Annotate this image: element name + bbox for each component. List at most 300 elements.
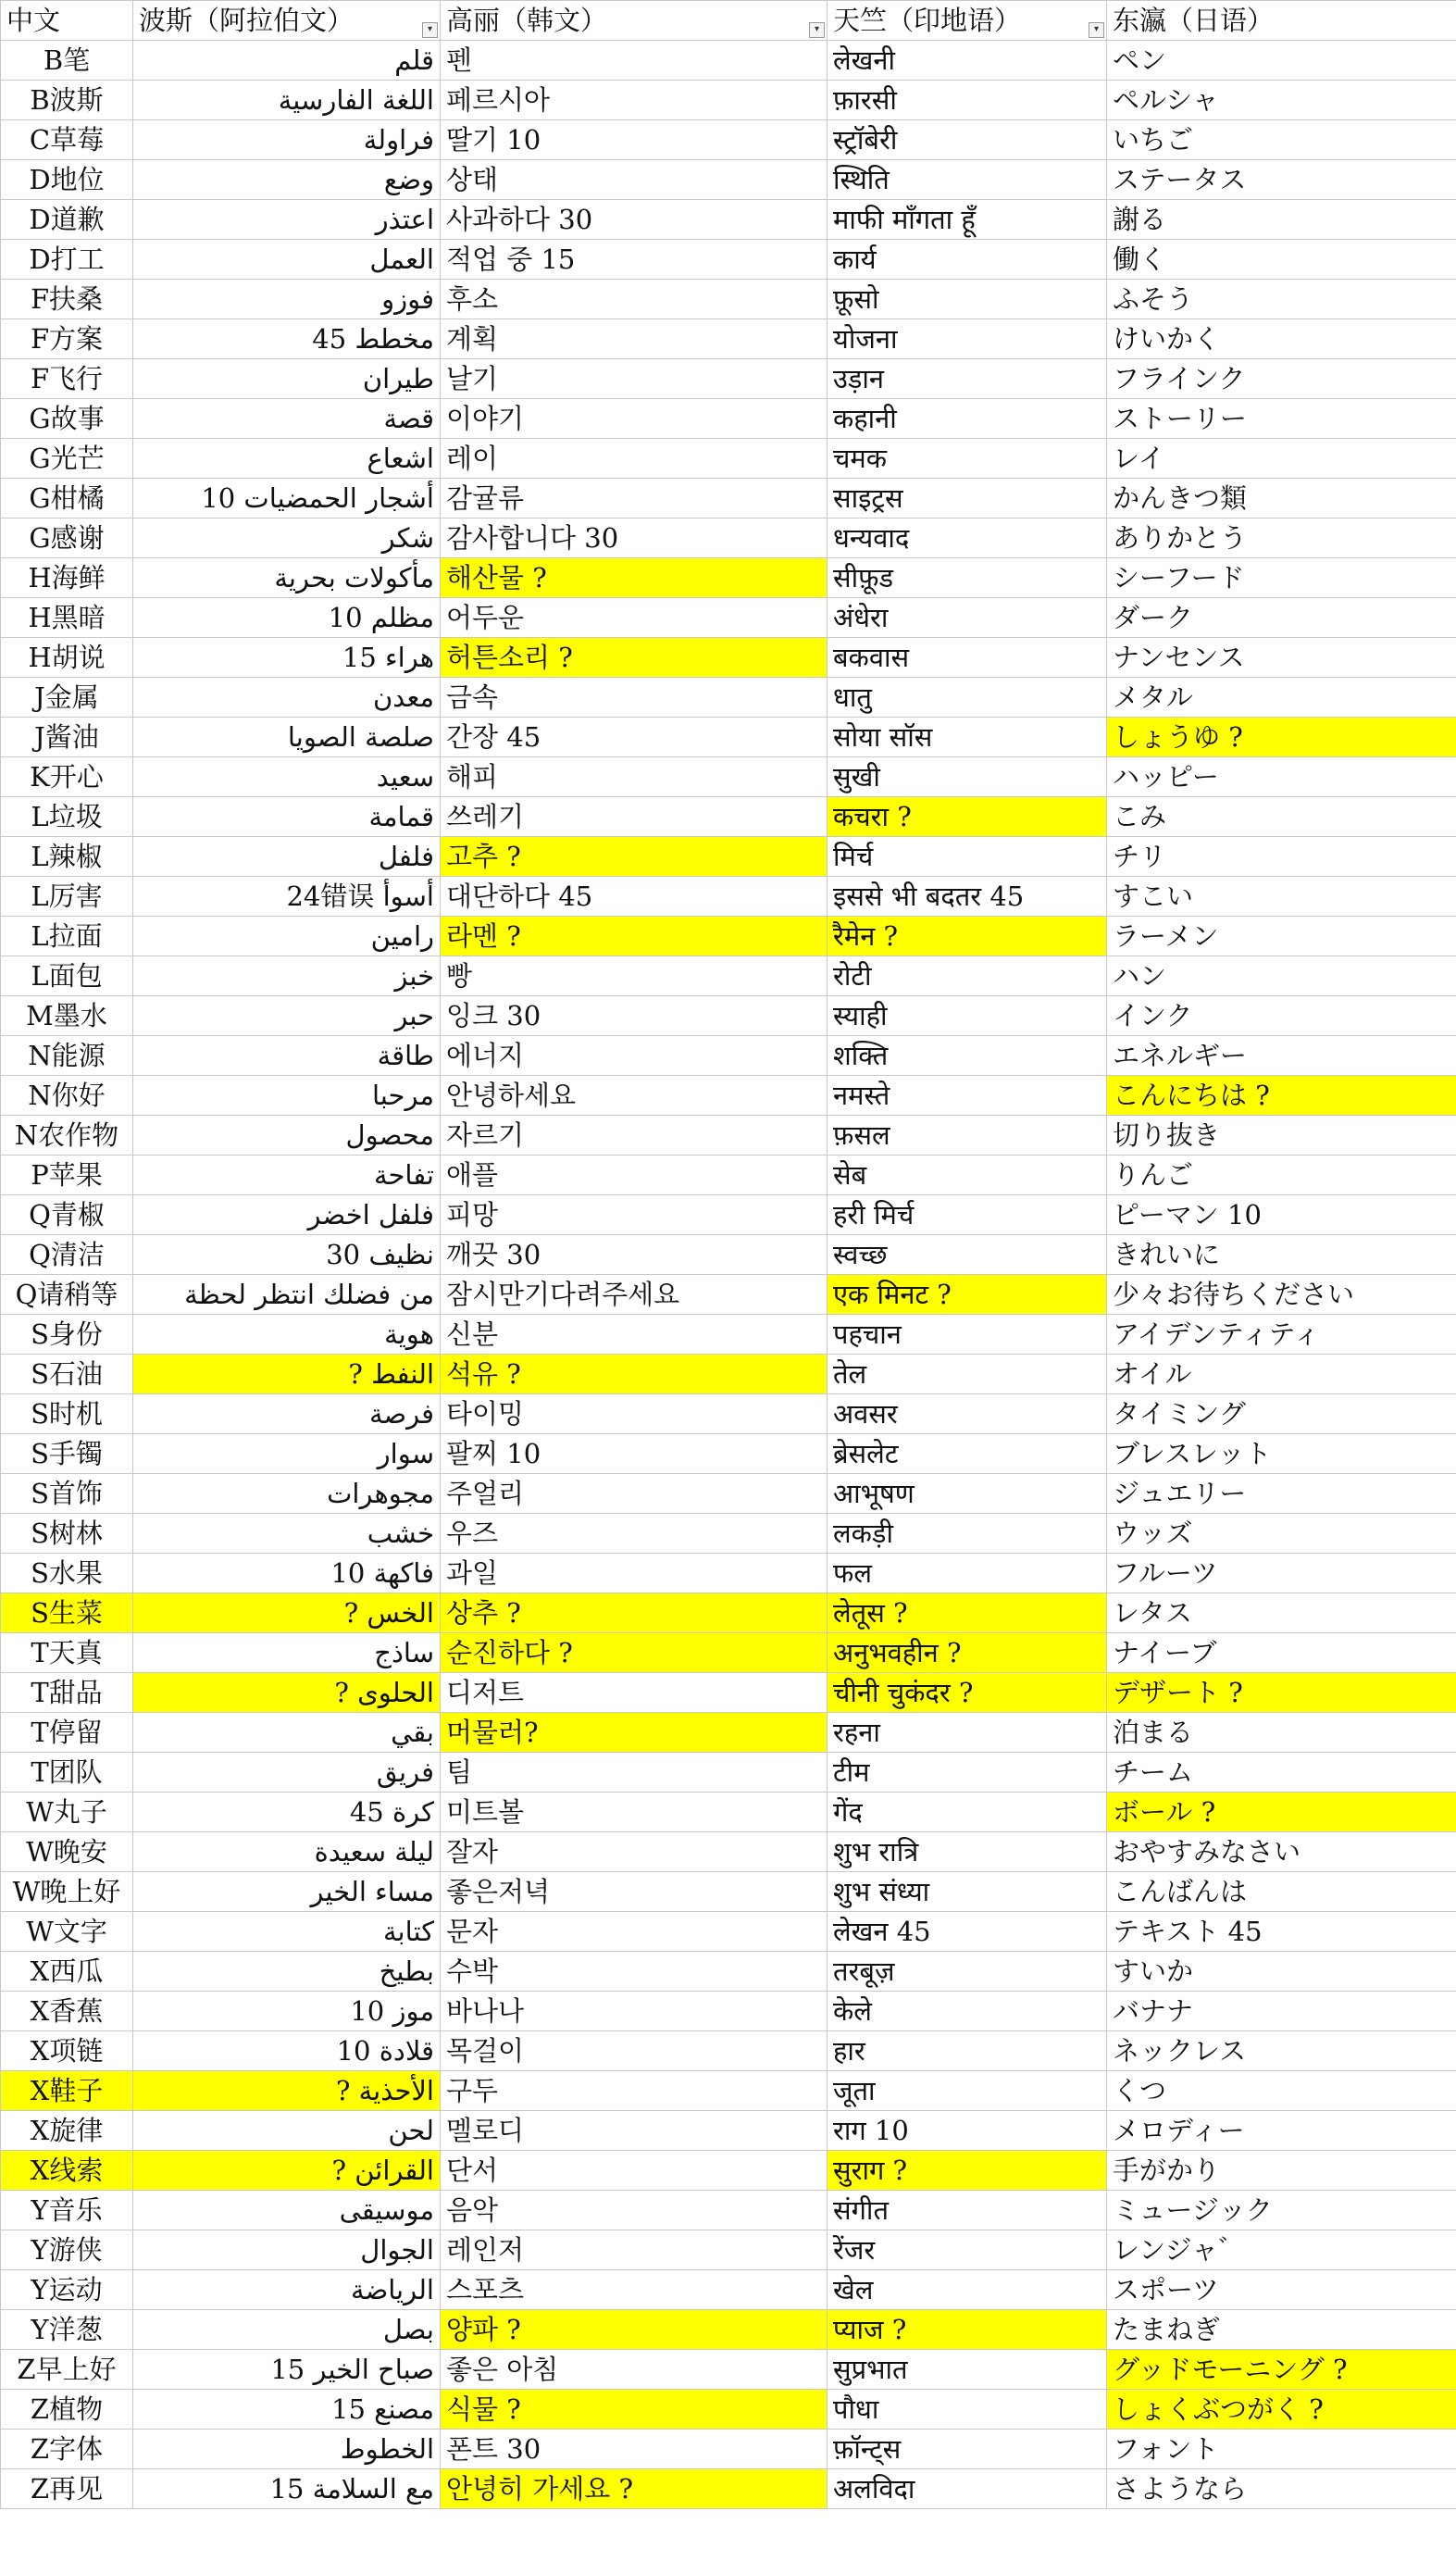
cell-chinese[interactable]: L面包: [1, 956, 133, 996]
cell-chinese[interactable]: N你好: [1, 1076, 133, 1116]
cell-korean[interactable]: 구두: [441, 2071, 828, 2111]
cell-persian[interactable]: وضع: [133, 160, 441, 200]
cell-korean[interactable]: 목걸이: [441, 2031, 828, 2071]
cell-japanese[interactable]: すいか: [1107, 1952, 1456, 1992]
cell-persian[interactable]: موز 10: [133, 1992, 441, 2031]
cell-hindi[interactable]: फ़ूसो: [828, 280, 1107, 319]
cell-hindi[interactable]: रेंजर: [828, 2230, 1107, 2270]
cell-japanese[interactable]: 泊まる: [1107, 1713, 1456, 1753]
header-chinese[interactable]: [1, 1, 133, 41]
header-japanese[interactable]: [1107, 1, 1456, 41]
cell-chinese[interactable]: B波斯: [1, 81, 133, 120]
cell-persian[interactable]: رامين: [133, 917, 441, 956]
dropdown-filter-icon[interactable]: ▾: [1089, 22, 1104, 38]
cell-japanese[interactable]: シーフード: [1107, 558, 1456, 598]
cell-chinese[interactable]: M墨水: [1, 996, 133, 1036]
cell-hindi[interactable]: गेंद: [828, 1793, 1107, 1832]
cell-japanese[interactable]: ペルシャ: [1107, 81, 1456, 120]
cell-hindi[interactable]: स्थिति: [828, 160, 1107, 200]
cell-chinese[interactable]: W文字: [1, 1912, 133, 1952]
cell-persian[interactable]: فرصة: [133, 1394, 441, 1434]
cell-hindi[interactable]: सुराग ?: [828, 2151, 1107, 2191]
cell-persian[interactable]: مساء الخير: [133, 1872, 441, 1912]
cell-persian[interactable]: طاقة: [133, 1036, 441, 1076]
cell-persian[interactable]: خشب: [133, 1514, 441, 1554]
cell-hindi[interactable]: माफी माँगता हूँ: [828, 200, 1107, 240]
cell-korean[interactable]: 간장 45: [441, 718, 828, 757]
cell-japanese[interactable]: かんきつ類: [1107, 479, 1456, 518]
cell-korean[interactable]: 어두운: [441, 598, 828, 638]
cell-korean[interactable]: 좋은 아침: [441, 2350, 828, 2390]
cell-chinese[interactable]: S生菜: [1, 1593, 133, 1633]
cell-hindi[interactable]: अलविदा: [828, 2469, 1107, 2509]
cell-persian[interactable]: فلفل: [133, 837, 441, 877]
cell-hindi[interactable]: रोटी: [828, 956, 1107, 996]
cell-japanese[interactable]: デザート ?: [1107, 1673, 1456, 1713]
cell-hindi[interactable]: फ़सल: [828, 1116, 1107, 1156]
cell-persian[interactable]: القرائن ?: [133, 2151, 441, 2191]
cell-korean[interactable]: 고추 ?: [441, 837, 828, 877]
cell-japanese[interactable]: ありかとう: [1107, 518, 1456, 558]
cell-korean[interactable]: 과일: [441, 1554, 828, 1593]
cell-korean[interactable]: 우즈: [441, 1514, 828, 1554]
cell-persian[interactable]: قصة: [133, 399, 441, 439]
cell-chinese[interactable]: K开心: [1, 757, 133, 797]
cell-japanese[interactable]: テキスト 45: [1107, 1912, 1456, 1952]
cell-persian[interactable]: أشجار الحمضيات 10: [133, 479, 441, 518]
cell-korean[interactable]: 주얼리: [441, 1474, 828, 1514]
cell-chinese[interactable]: C草莓: [1, 120, 133, 160]
cell-persian[interactable]: كتابة: [133, 1912, 441, 1952]
cell-persian[interactable]: اشعاع: [133, 439, 441, 479]
cell-chinese[interactable]: Q清洁: [1, 1235, 133, 1275]
cell-persian[interactable]: بطيخ: [133, 1952, 441, 1992]
cell-korean[interactable]: 후소: [441, 280, 828, 319]
cell-korean[interactable]: 바나나: [441, 1992, 828, 2031]
cell-chinese[interactable]: P苹果: [1, 1156, 133, 1195]
cell-chinese[interactable]: Y洋葱: [1, 2310, 133, 2350]
cell-hindi[interactable]: फ़ॉन्ट्स: [828, 2430, 1107, 2469]
cell-japanese[interactable]: 謝る: [1107, 200, 1456, 240]
cell-chinese[interactable]: X线索: [1, 2151, 133, 2191]
cell-korean[interactable]: 레이: [441, 439, 828, 479]
cell-persian[interactable]: بقي: [133, 1713, 441, 1753]
header-hindi[interactable]: [828, 1, 1107, 41]
cell-hindi[interactable]: चीनी चुकंदर ?: [828, 1673, 1107, 1713]
cell-japanese[interactable]: ステータス: [1107, 160, 1456, 200]
cell-persian[interactable]: مصنع 15: [133, 2390, 441, 2430]
cell-japanese[interactable]: ボール ?: [1107, 1793, 1456, 1832]
cell-korean[interactable]: 팔찌 10: [441, 1434, 828, 1474]
cell-japanese[interactable]: 少々お待ちください: [1107, 1275, 1456, 1315]
cell-chinese[interactable]: F方案: [1, 319, 133, 359]
cell-japanese[interactable]: フルーツ: [1107, 1554, 1456, 1593]
cell-japanese[interactable]: レンジャ゛: [1107, 2230, 1456, 2270]
cell-japanese[interactable]: りんご: [1107, 1156, 1456, 1195]
cell-chinese[interactable]: N能源: [1, 1036, 133, 1076]
cell-chinese[interactable]: Y音乐: [1, 2191, 133, 2230]
cell-persian[interactable]: كرة 45: [133, 1793, 441, 1832]
cell-chinese[interactable]: J酱油: [1, 718, 133, 757]
cell-persian[interactable]: حبر: [133, 996, 441, 1036]
cell-japanese[interactable]: さようなら: [1107, 2469, 1456, 2509]
cell-chinese[interactable]: L辣椒: [1, 837, 133, 877]
cell-hindi[interactable]: अवसर: [828, 1394, 1107, 1434]
cell-japanese[interactable]: しょくぶつがく ?: [1107, 2390, 1456, 2430]
cell-chinese[interactable]: Y运动: [1, 2270, 133, 2310]
cell-chinese[interactable]: Z植物: [1, 2390, 133, 2430]
cell-japanese[interactable]: ハン: [1107, 956, 1456, 996]
cell-korean[interactable]: 쓰레기: [441, 797, 828, 837]
cell-hindi[interactable]: रैमेन ?: [828, 917, 1107, 956]
cell-japanese[interactable]: おやすみなさい: [1107, 1832, 1456, 1872]
cell-hindi[interactable]: स्वच्छ: [828, 1235, 1107, 1275]
cell-japanese[interactable]: いちご: [1107, 120, 1456, 160]
cell-japanese[interactable]: スポーツ: [1107, 2270, 1456, 2310]
cell-hindi[interactable]: मिर्च: [828, 837, 1107, 877]
cell-japanese[interactable]: フラインク: [1107, 359, 1456, 399]
cell-chinese[interactable]: L垃圾: [1, 797, 133, 837]
cell-korean[interactable]: 대단하다 45: [441, 877, 828, 917]
cell-hindi[interactable]: संगीत: [828, 2191, 1107, 2230]
cell-chinese[interactable]: Q青椒: [1, 1195, 133, 1235]
cell-korean[interactable]: 감귤류: [441, 479, 828, 518]
cell-japanese[interactable]: ラーメン: [1107, 917, 1456, 956]
cell-persian[interactable]: النفط ?: [133, 1355, 441, 1394]
cell-hindi[interactable]: सुप्रभात: [828, 2350, 1107, 2390]
cell-hindi[interactable]: फल: [828, 1554, 1107, 1593]
cell-chinese[interactable]: X香蕉: [1, 1992, 133, 2031]
cell-persian[interactable]: فراولة: [133, 120, 441, 160]
cell-persian[interactable]: 24错误 أسوأ: [133, 877, 441, 917]
cell-korean[interactable]: 음악: [441, 2191, 828, 2230]
header-korean[interactable]: [441, 1, 828, 41]
cell-hindi[interactable]: लेखनी: [828, 41, 1107, 81]
cell-persian[interactable]: مأكولات بحرية: [133, 558, 441, 598]
cell-japanese[interactable]: ナイーブ: [1107, 1633, 1456, 1673]
cell-chinese[interactable]: Z早上好: [1, 2350, 133, 2390]
cell-persian[interactable]: صباح الخير 15: [133, 2350, 441, 2390]
cell-chinese[interactable]: D打工: [1, 240, 133, 280]
cell-persian[interactable]: قمامة: [133, 797, 441, 837]
cell-korean[interactable]: 날기: [441, 359, 828, 399]
cell-hindi[interactable]: अंधेरा: [828, 598, 1107, 638]
cell-hindi[interactable]: शुभ संध्या: [828, 1872, 1107, 1912]
cell-chinese[interactable]: T甜品: [1, 1673, 133, 1713]
cell-persian[interactable]: فوزو: [133, 280, 441, 319]
cell-hindi[interactable]: पहचान: [828, 1315, 1107, 1355]
cell-chinese[interactable]: S时机: [1, 1394, 133, 1434]
cell-chinese[interactable]: T停留: [1, 1713, 133, 1753]
cell-korean[interactable]: 적업 중 15: [441, 240, 828, 280]
cell-persian[interactable]: تفاحة: [133, 1156, 441, 1195]
cell-japanese[interactable]: けいかく: [1107, 319, 1456, 359]
cell-korean[interactable]: 해산물 ?: [441, 558, 828, 598]
cell-korean[interactable]: 계획: [441, 319, 828, 359]
cell-korean[interactable]: 해피: [441, 757, 828, 797]
cell-korean[interactable]: 자르기: [441, 1116, 828, 1156]
cell-japanese[interactable]: ウッズ: [1107, 1514, 1456, 1554]
cell-hindi[interactable]: ब्रेसलेट: [828, 1434, 1107, 1474]
cell-hindi[interactable]: राग 10: [828, 2111, 1107, 2151]
cell-hindi[interactable]: सुखी: [828, 757, 1107, 797]
cell-korean[interactable]: 딸기 10: [441, 120, 828, 160]
cell-chinese[interactable]: Z字体: [1, 2430, 133, 2469]
cell-korean[interactable]: 레인저: [441, 2230, 828, 2270]
cell-hindi[interactable]: आभूषण: [828, 1474, 1107, 1514]
cell-korean[interactable]: 이야기: [441, 399, 828, 439]
cell-hindi[interactable]: योजना: [828, 319, 1107, 359]
cell-japanese[interactable]: バナナ: [1107, 1992, 1456, 2031]
cell-persian[interactable]: سعيد: [133, 757, 441, 797]
cell-korean[interactable]: 피망: [441, 1195, 828, 1235]
cell-persian[interactable]: اعتذر: [133, 200, 441, 240]
cell-korean[interactable]: 미트볼: [441, 1793, 828, 1832]
cell-japanese[interactable]: 切り抜き: [1107, 1116, 1456, 1156]
cell-japanese[interactable]: きれいに: [1107, 1235, 1456, 1275]
cell-japanese[interactable]: くつ: [1107, 2071, 1456, 2111]
cell-hindi[interactable]: कहानी: [828, 399, 1107, 439]
cell-hindi[interactable]: धन्यवाद: [828, 518, 1107, 558]
cell-korean[interactable]: 문자: [441, 1912, 828, 1952]
cell-korean[interactable]: 에너지: [441, 1036, 828, 1076]
cell-chinese[interactable]: G感谢: [1, 518, 133, 558]
cell-korean[interactable]: 사과하다 30: [441, 200, 828, 240]
cell-hindi[interactable]: कचरा ?: [828, 797, 1107, 837]
cell-persian[interactable]: الخطوط: [133, 2430, 441, 2469]
cell-japanese[interactable]: タイミング: [1107, 1394, 1456, 1434]
cell-hindi[interactable]: खेल: [828, 2270, 1107, 2310]
cell-japanese[interactable]: 働く: [1107, 240, 1456, 280]
cell-chinese[interactable]: W晚上好: [1, 1872, 133, 1912]
dropdown-filter-icon[interactable]: ▾: [422, 22, 438, 38]
cell-persian[interactable]: فريق: [133, 1753, 441, 1793]
cell-persian[interactable]: العمل: [133, 240, 441, 280]
cell-hindi[interactable]: हरी मिर्च: [828, 1195, 1107, 1235]
cell-persian[interactable]: فلفل اخضر: [133, 1195, 441, 1235]
cell-chinese[interactable]: W晚安: [1, 1832, 133, 1872]
cell-hindi[interactable]: शुभ रात्रि: [828, 1832, 1107, 1872]
cell-korean[interactable]: 석유 ?: [441, 1355, 828, 1394]
cell-korean[interactable]: 타이밍: [441, 1394, 828, 1434]
cell-korean[interactable]: 잠시만기다려주세요: [441, 1275, 828, 1315]
cell-korean[interactable]: 금속: [441, 678, 828, 718]
cell-korean[interactable]: 폰트 30: [441, 2430, 828, 2469]
cell-chinese[interactable]: S石油: [1, 1355, 133, 1394]
cell-japanese[interactable]: インク: [1107, 996, 1456, 1036]
cell-hindi[interactable]: सीफ़ूड: [828, 558, 1107, 598]
cell-persian[interactable]: سوار: [133, 1434, 441, 1474]
cell-persian[interactable]: مظلم 10: [133, 598, 441, 638]
cell-persian[interactable]: هوية: [133, 1315, 441, 1355]
cell-hindi[interactable]: तेल: [828, 1355, 1107, 1394]
cell-chinese[interactable]: Z再见: [1, 2469, 133, 2509]
cell-chinese[interactable]: S水果: [1, 1554, 133, 1593]
cell-korean[interactable]: 멜로디: [441, 2111, 828, 2151]
cell-hindi[interactable]: धातु: [828, 678, 1107, 718]
cell-japanese[interactable]: ハッピー: [1107, 757, 1456, 797]
cell-japanese[interactable]: すこい: [1107, 877, 1456, 917]
cell-persian[interactable]: قلادة 10: [133, 2031, 441, 2071]
cell-korean[interactable]: 양파 ?: [441, 2310, 828, 2350]
cell-persian[interactable]: فاكهة 10: [133, 1554, 441, 1593]
header-persian[interactable]: [133, 1, 441, 41]
cell-chinese[interactable]: S树林: [1, 1514, 133, 1554]
cell-japanese[interactable]: こみ: [1107, 797, 1456, 837]
cell-chinese[interactable]: S手镯: [1, 1434, 133, 1474]
cell-japanese[interactable]: オイル: [1107, 1355, 1456, 1394]
cell-korean[interactable]: 페르시아: [441, 81, 828, 120]
cell-hindi[interactable]: अनुभवहीन ?: [828, 1633, 1107, 1673]
cell-japanese[interactable]: ダーク: [1107, 598, 1456, 638]
cell-hindi[interactable]: नमस्ते: [828, 1076, 1107, 1116]
cell-persian[interactable]: محصول: [133, 1116, 441, 1156]
cell-hindi[interactable]: बकवास: [828, 638, 1107, 678]
cell-hindi[interactable]: टीम: [828, 1753, 1107, 1793]
cell-korean[interactable]: 펜: [441, 41, 828, 81]
cell-japanese[interactable]: 手がかり: [1107, 2151, 1456, 2191]
cell-persian[interactable]: الجوال: [133, 2230, 441, 2270]
cell-hindi[interactable]: साइट्रस: [828, 479, 1107, 518]
cell-japanese[interactable]: メロディー: [1107, 2111, 1456, 2151]
cell-chinese[interactable]: H胡说: [1, 638, 133, 678]
cell-persian[interactable]: مرحبا: [133, 1076, 441, 1116]
cell-persian[interactable]: مع السلامة 15: [133, 2469, 441, 2509]
cell-persian[interactable]: لحن: [133, 2111, 441, 2151]
cell-chinese[interactable]: X旋律: [1, 2111, 133, 2151]
cell-chinese[interactable]: L厉害: [1, 877, 133, 917]
cell-chinese[interactable]: Q请稍等: [1, 1275, 133, 1315]
cell-chinese[interactable]: D道歉: [1, 200, 133, 240]
cell-hindi[interactable]: तरबूज़: [828, 1952, 1107, 1992]
cell-chinese[interactable]: H黑暗: [1, 598, 133, 638]
cell-hindi[interactable]: इससे भी बदतर 45: [828, 877, 1107, 917]
cell-korean[interactable]: 안녕히 가세요 ?: [441, 2469, 828, 2509]
cell-chinese[interactable]: S身份: [1, 1315, 133, 1355]
cell-korean[interactable]: 신분: [441, 1315, 828, 1355]
cell-korean[interactable]: 팀: [441, 1753, 828, 1793]
cell-chinese[interactable]: H海鲜: [1, 558, 133, 598]
cell-japanese[interactable]: ジュエリー: [1107, 1474, 1456, 1514]
cell-korean[interactable]: 잘자: [441, 1832, 828, 1872]
cell-hindi[interactable]: उड़ान: [828, 359, 1107, 399]
cell-japanese[interactable]: ストーリー: [1107, 399, 1456, 439]
cell-japanese[interactable]: レタス: [1107, 1593, 1456, 1633]
cell-chinese[interactable]: T天真: [1, 1633, 133, 1673]
cell-hindi[interactable]: कार्य: [828, 240, 1107, 280]
cell-korean[interactable]: 좋은저녁: [441, 1872, 828, 1912]
cell-korean[interactable]: 라멘 ?: [441, 917, 828, 956]
cell-japanese[interactable]: ネックレス: [1107, 2031, 1456, 2071]
cell-korean[interactable]: 깨끗 30: [441, 1235, 828, 1275]
cell-korean[interactable]: 식물 ?: [441, 2390, 828, 2430]
cell-korean[interactable]: 디저트: [441, 1673, 828, 1713]
cell-persian[interactable]: مجوهرات: [133, 1474, 441, 1514]
cell-persian[interactable]: طيران: [133, 359, 441, 399]
cell-japanese[interactable]: フォント: [1107, 2430, 1456, 2469]
cell-hindi[interactable]: हार: [828, 2031, 1107, 2071]
cell-chinese[interactable]: T团队: [1, 1753, 133, 1793]
cell-korean[interactable]: 애플: [441, 1156, 828, 1195]
cell-chinese[interactable]: L拉面: [1, 917, 133, 956]
cell-korean[interactable]: 순진하다 ?: [441, 1633, 828, 1673]
cell-chinese[interactable]: G光芒: [1, 439, 133, 479]
cell-persian[interactable]: اللغة الفارسية: [133, 81, 441, 120]
cell-japanese[interactable]: グッドモーニング ?: [1107, 2350, 1456, 2390]
cell-chinese[interactable]: X项链: [1, 2031, 133, 2071]
cell-korean[interactable]: 스포츠: [441, 2270, 828, 2310]
cell-korean[interactable]: 머물러?: [441, 1713, 828, 1753]
cell-japanese[interactable]: ふそう: [1107, 280, 1456, 319]
cell-chinese[interactable]: S首饰: [1, 1474, 133, 1514]
cell-korean[interactable]: 상추 ?: [441, 1593, 828, 1633]
cell-japanese[interactable]: こんばんは: [1107, 1872, 1456, 1912]
cell-hindi[interactable]: प्याज ?: [828, 2310, 1107, 2350]
cell-japanese[interactable]: ピーマン 10: [1107, 1195, 1456, 1235]
cell-hindi[interactable]: केले: [828, 1992, 1107, 2031]
cell-persian[interactable]: من فضلك انتظر لحظة: [133, 1275, 441, 1315]
cell-chinese[interactable]: J金属: [1, 678, 133, 718]
cell-japanese[interactable]: レイ: [1107, 439, 1456, 479]
cell-hindi[interactable]: जूता: [828, 2071, 1107, 2111]
cell-chinese[interactable]: W丸子: [1, 1793, 133, 1832]
cell-japanese[interactable]: ミュージック: [1107, 2191, 1456, 2230]
cell-hindi[interactable]: चमक: [828, 439, 1107, 479]
cell-chinese[interactable]: D地位: [1, 160, 133, 200]
cell-chinese[interactable]: F扶桑: [1, 280, 133, 319]
cell-persian[interactable]: ساذج: [133, 1633, 441, 1673]
cell-persian[interactable]: بصل: [133, 2310, 441, 2350]
cell-hindi[interactable]: सेब: [828, 1156, 1107, 1195]
cell-hindi[interactable]: एक मिनट ?: [828, 1275, 1107, 1315]
cell-persian[interactable]: موسيقى: [133, 2191, 441, 2230]
cell-persian[interactable]: معدن: [133, 678, 441, 718]
cell-japanese[interactable]: こんにちは ?: [1107, 1076, 1456, 1116]
cell-persian[interactable]: خبز: [133, 956, 441, 996]
cell-korean[interactable]: 상태: [441, 160, 828, 200]
cell-persian[interactable]: قلم: [133, 41, 441, 81]
cell-hindi[interactable]: लकड़ी: [828, 1514, 1107, 1554]
cell-chinese[interactable]: N农作物: [1, 1116, 133, 1156]
cell-hindi[interactable]: फ़ारसी: [828, 81, 1107, 120]
cell-chinese[interactable]: G柑橘: [1, 479, 133, 518]
cell-japanese[interactable]: アイデンティティ: [1107, 1315, 1456, 1355]
cell-korean[interactable]: 수박: [441, 1952, 828, 1992]
cell-persian[interactable]: هراء 15: [133, 638, 441, 678]
cell-korean[interactable]: 안녕하세요: [441, 1076, 828, 1116]
cell-korean[interactable]: 단서: [441, 2151, 828, 2191]
cell-japanese[interactable]: ナンセンス: [1107, 638, 1456, 678]
cell-persian[interactable]: الخس ?: [133, 1593, 441, 1633]
cell-japanese[interactable]: チリ: [1107, 837, 1456, 877]
cell-japanese[interactable]: チーム: [1107, 1753, 1456, 1793]
cell-japanese[interactable]: エネルギー: [1107, 1036, 1456, 1076]
cell-persian[interactable]: الحلوى ?: [133, 1673, 441, 1713]
cell-japanese[interactable]: ブレスレット: [1107, 1434, 1456, 1474]
cell-persian[interactable]: شكر: [133, 518, 441, 558]
cell-chinese[interactable]: B笔: [1, 41, 133, 81]
cell-hindi[interactable]: शक्ति: [828, 1036, 1107, 1076]
cell-japanese[interactable]: しょうゆ ?: [1107, 718, 1456, 757]
cell-persian[interactable]: الأحذية ?: [133, 2071, 441, 2111]
cell-korean[interactable]: 허튼소리 ?: [441, 638, 828, 678]
cell-hindi[interactable]: लेखन 45: [828, 1912, 1107, 1952]
cell-hindi[interactable]: सोया सॉस: [828, 718, 1107, 757]
cell-hindi[interactable]: लेतूस ?: [828, 1593, 1107, 1633]
cell-persian[interactable]: مخطط 45: [133, 319, 441, 359]
cell-persian[interactable]: ليلة سعيدة: [133, 1832, 441, 1872]
cell-japanese[interactable]: メタル: [1107, 678, 1456, 718]
